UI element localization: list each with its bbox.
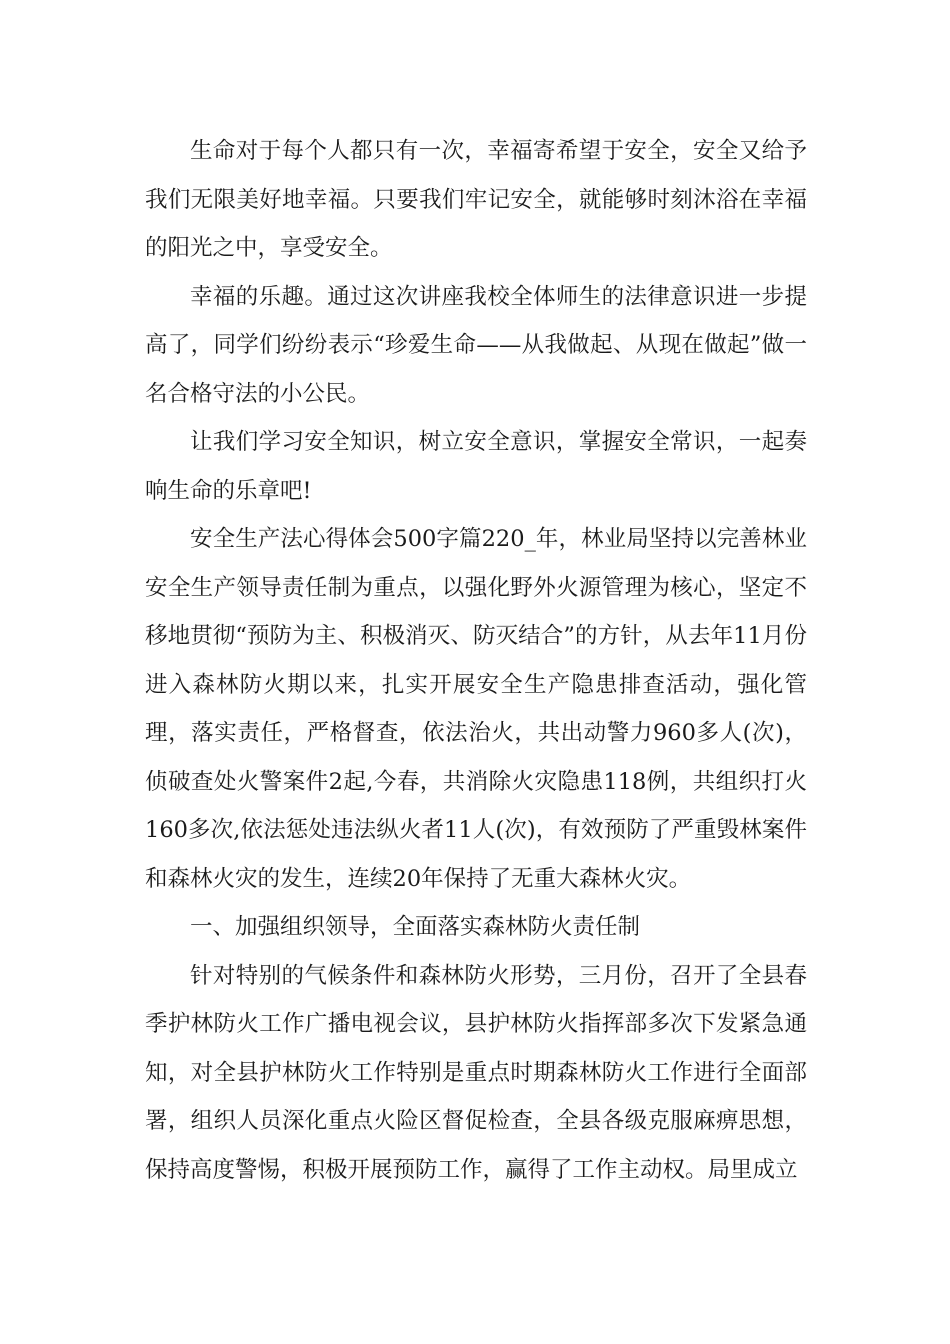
section-heading: 一、加强组织领导，全面落实森林防火责任制 [190,914,641,940]
paragraph-lecture-outcome: 幸福的乐趣。通过这次讲座我校全体师生的法律意识进一步提高了，同学们纷纷表示“珍爱生命——从我做起、从现在做起”做一名合格守法的小公民。 [145,283,807,407]
document-body [145,127,807,1194]
paragraph-forestry-summary: 安全生产法心得体会500字篇220_年，林业局坚持以完善林业安全生产领导责任制为重点，以强化野外火源管理为核心，坚定不移地贯彻“预防为主、积极消灭、防灭结合”的方针，从去年11月份进入森林防火期以来，扎实开展安全生产隐患排查活动，强化管理，落实责任，严格督查，依法治火，共出动警力960多人(次)，侦破查处火警案件2起,今春，共消除火灾隐患118例，共组织打火160多次,依法惩处违法纵火者11人(次)，有效预防了严重毁林案件和森林火灾的发生，连续20年保持了无重大森林火灾。 [145,526,807,892]
paragraph-organization-measures: 针对特别的气候条件和森林防火形势，三月份，召开了全县春季护林防火工作广播电视会议，县护林防火指挥部多次下发紧急通知，对全县护林防火工作特别是重点时期森林防火工作进行全面部署，组织人员深化重点火险区督促检查，全县各级克服麻痹思想，保持高度警惕，积极开展预防工作，赢得了工作主动权。局里成立 [145,962,807,1183]
paragraph-safety-happiness: 生命对于每个人都只有一次，幸福寄希望于安全，安全又给予我们无限美好地幸福。只要我们牢记安全，就能够时刻沐浴在幸福的阳光之中，享受安全。 [145,138,807,261]
paragraph-closing-call: 让我们学习安全知识，树立安全意识，掌握安全常识，一起奏响生命的乐章吧! [145,429,807,504]
